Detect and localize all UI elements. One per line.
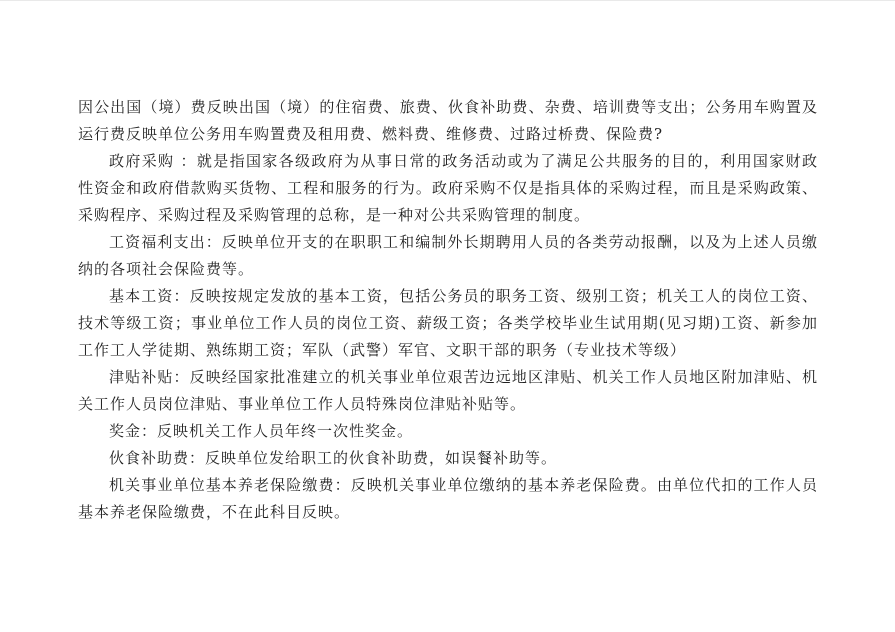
paragraph-basic-pension-contribution: 机关事业单位基本养老保险缴费：反映机关事业单位缴纳的基本养老保险费。由单位代扣的工作人员基本养老保险缴费，不在此科目反映。 [78, 476, 818, 521]
paragraph-wage-welfare-expenditure: 工资福利支出：反映单位开支的在职职工和编制外长期聘用人员的各类劳动报酬，以及为上述人员缴纳的各项社会保险费等。 [78, 233, 818, 278]
paragraph-meal-subsidy: 伙食补助费：反映单位发给职工的伙食补助费，如误餐补助等。 [109, 449, 558, 467]
document-text-block [78, 94, 818, 526]
paragraph-bonus: 奖金：反映机关工作人员年终一次性奖金。 [109, 422, 414, 440]
paragraph-government-procurement: 政府采购 ：就是指国家各级政府为从事日常的政务活动或为了满足公共服务的目的，利用国家财政性资金和政府借款购买货物、工程和服务的行为。政府采购不仅是指具体的采购过程，而且是采购政策、采购程序、采购过程及采购管理的总称，是一种对公共采购管理的制度。 [78, 152, 818, 224]
paragraph-basic-salary: 基本工资：反映按规定发放的基本工资，包括公务员的职务工资、级别工资；机关工人的岗位工资、技术等级工资；事业单位工作人员的岗位工资、薪级工资；各类学校毕业生试用期(见习期)工资、新参加工作工人学徒期、熟练期工资；军队（武警）军官、文职干部的职务（专业技术等级） [78, 287, 818, 359]
paragraph-overseas-travel-and-vehicle-expense: 因公出国（境）费反映出国（境）的住宿费、旅费、伙食补助费、杂费、培训费等支出；公务用车购置及运行费反映单位公务用车购置费及租用费、燃料费、维修费、过路过桥费、保险费? [78, 98, 818, 143]
paragraph-allowances-subsidies: 津贴补贴：反映经国家批准建立的机关事业单位艰苦边远地区津贴、机关工作人员地区附加津贴、机关工作人员岗位津贴、事业单位工作人员特殊岗位津贴补贴等。 [78, 368, 818, 413]
